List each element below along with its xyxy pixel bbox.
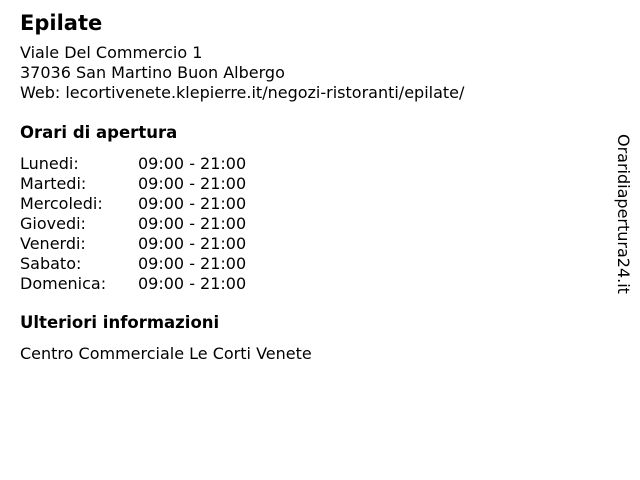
hours-row bbox=[20, 254, 280, 274]
hours-day: Giovedi: bbox=[20, 214, 86, 233]
store-address bbox=[20, 43, 464, 103]
hours-day: Sabato: bbox=[20, 254, 82, 273]
hours-day: Lunedi: bbox=[20, 154, 79, 173]
hours-time: 09:00 - 21:00 bbox=[138, 254, 247, 273]
opening-hours-table bbox=[20, 154, 280, 294]
hours-time: 09:00 - 21:00 bbox=[138, 194, 247, 213]
hours-row bbox=[20, 194, 280, 214]
hours-time: 09:00 - 21:00 bbox=[138, 174, 247, 193]
address-street: Viale Del Commercio 1 bbox=[20, 43, 203, 62]
site-watermark: Oraridiapertura24.it bbox=[614, 134, 633, 294]
hours-time: 09:00 - 21:00 bbox=[138, 154, 247, 173]
hours-time: 09:00 - 21:00 bbox=[138, 274, 247, 293]
hours-time: 09:00 - 21:00 bbox=[138, 214, 247, 233]
store-title: Epilate bbox=[20, 11, 103, 35]
additional-info-heading: Ulteriori informazioni bbox=[20, 313, 220, 332]
hours-day: Martedi: bbox=[20, 174, 87, 193]
opening-hours-heading: Orari di apertura bbox=[20, 123, 178, 142]
address-city: 37036 San Martino Buon Albergo bbox=[20, 63, 285, 82]
hours-day: Domenica: bbox=[20, 274, 107, 293]
hours-time: 09:00 - 21:00 bbox=[138, 234, 247, 253]
hours-row bbox=[20, 274, 280, 294]
store-website: Web: lecortivenete.klepierre.it/negozi-ristoranti/epilate/ bbox=[20, 83, 465, 102]
additional-info-text: Centro Commerciale Le Corti Venete bbox=[20, 344, 312, 363]
hours-row bbox=[20, 174, 280, 194]
hours-row bbox=[20, 154, 280, 174]
hours-row bbox=[20, 214, 280, 234]
hours-row bbox=[20, 234, 280, 254]
hours-day: Venerdi: bbox=[20, 234, 86, 253]
hours-day: Mercoledi: bbox=[20, 194, 103, 213]
